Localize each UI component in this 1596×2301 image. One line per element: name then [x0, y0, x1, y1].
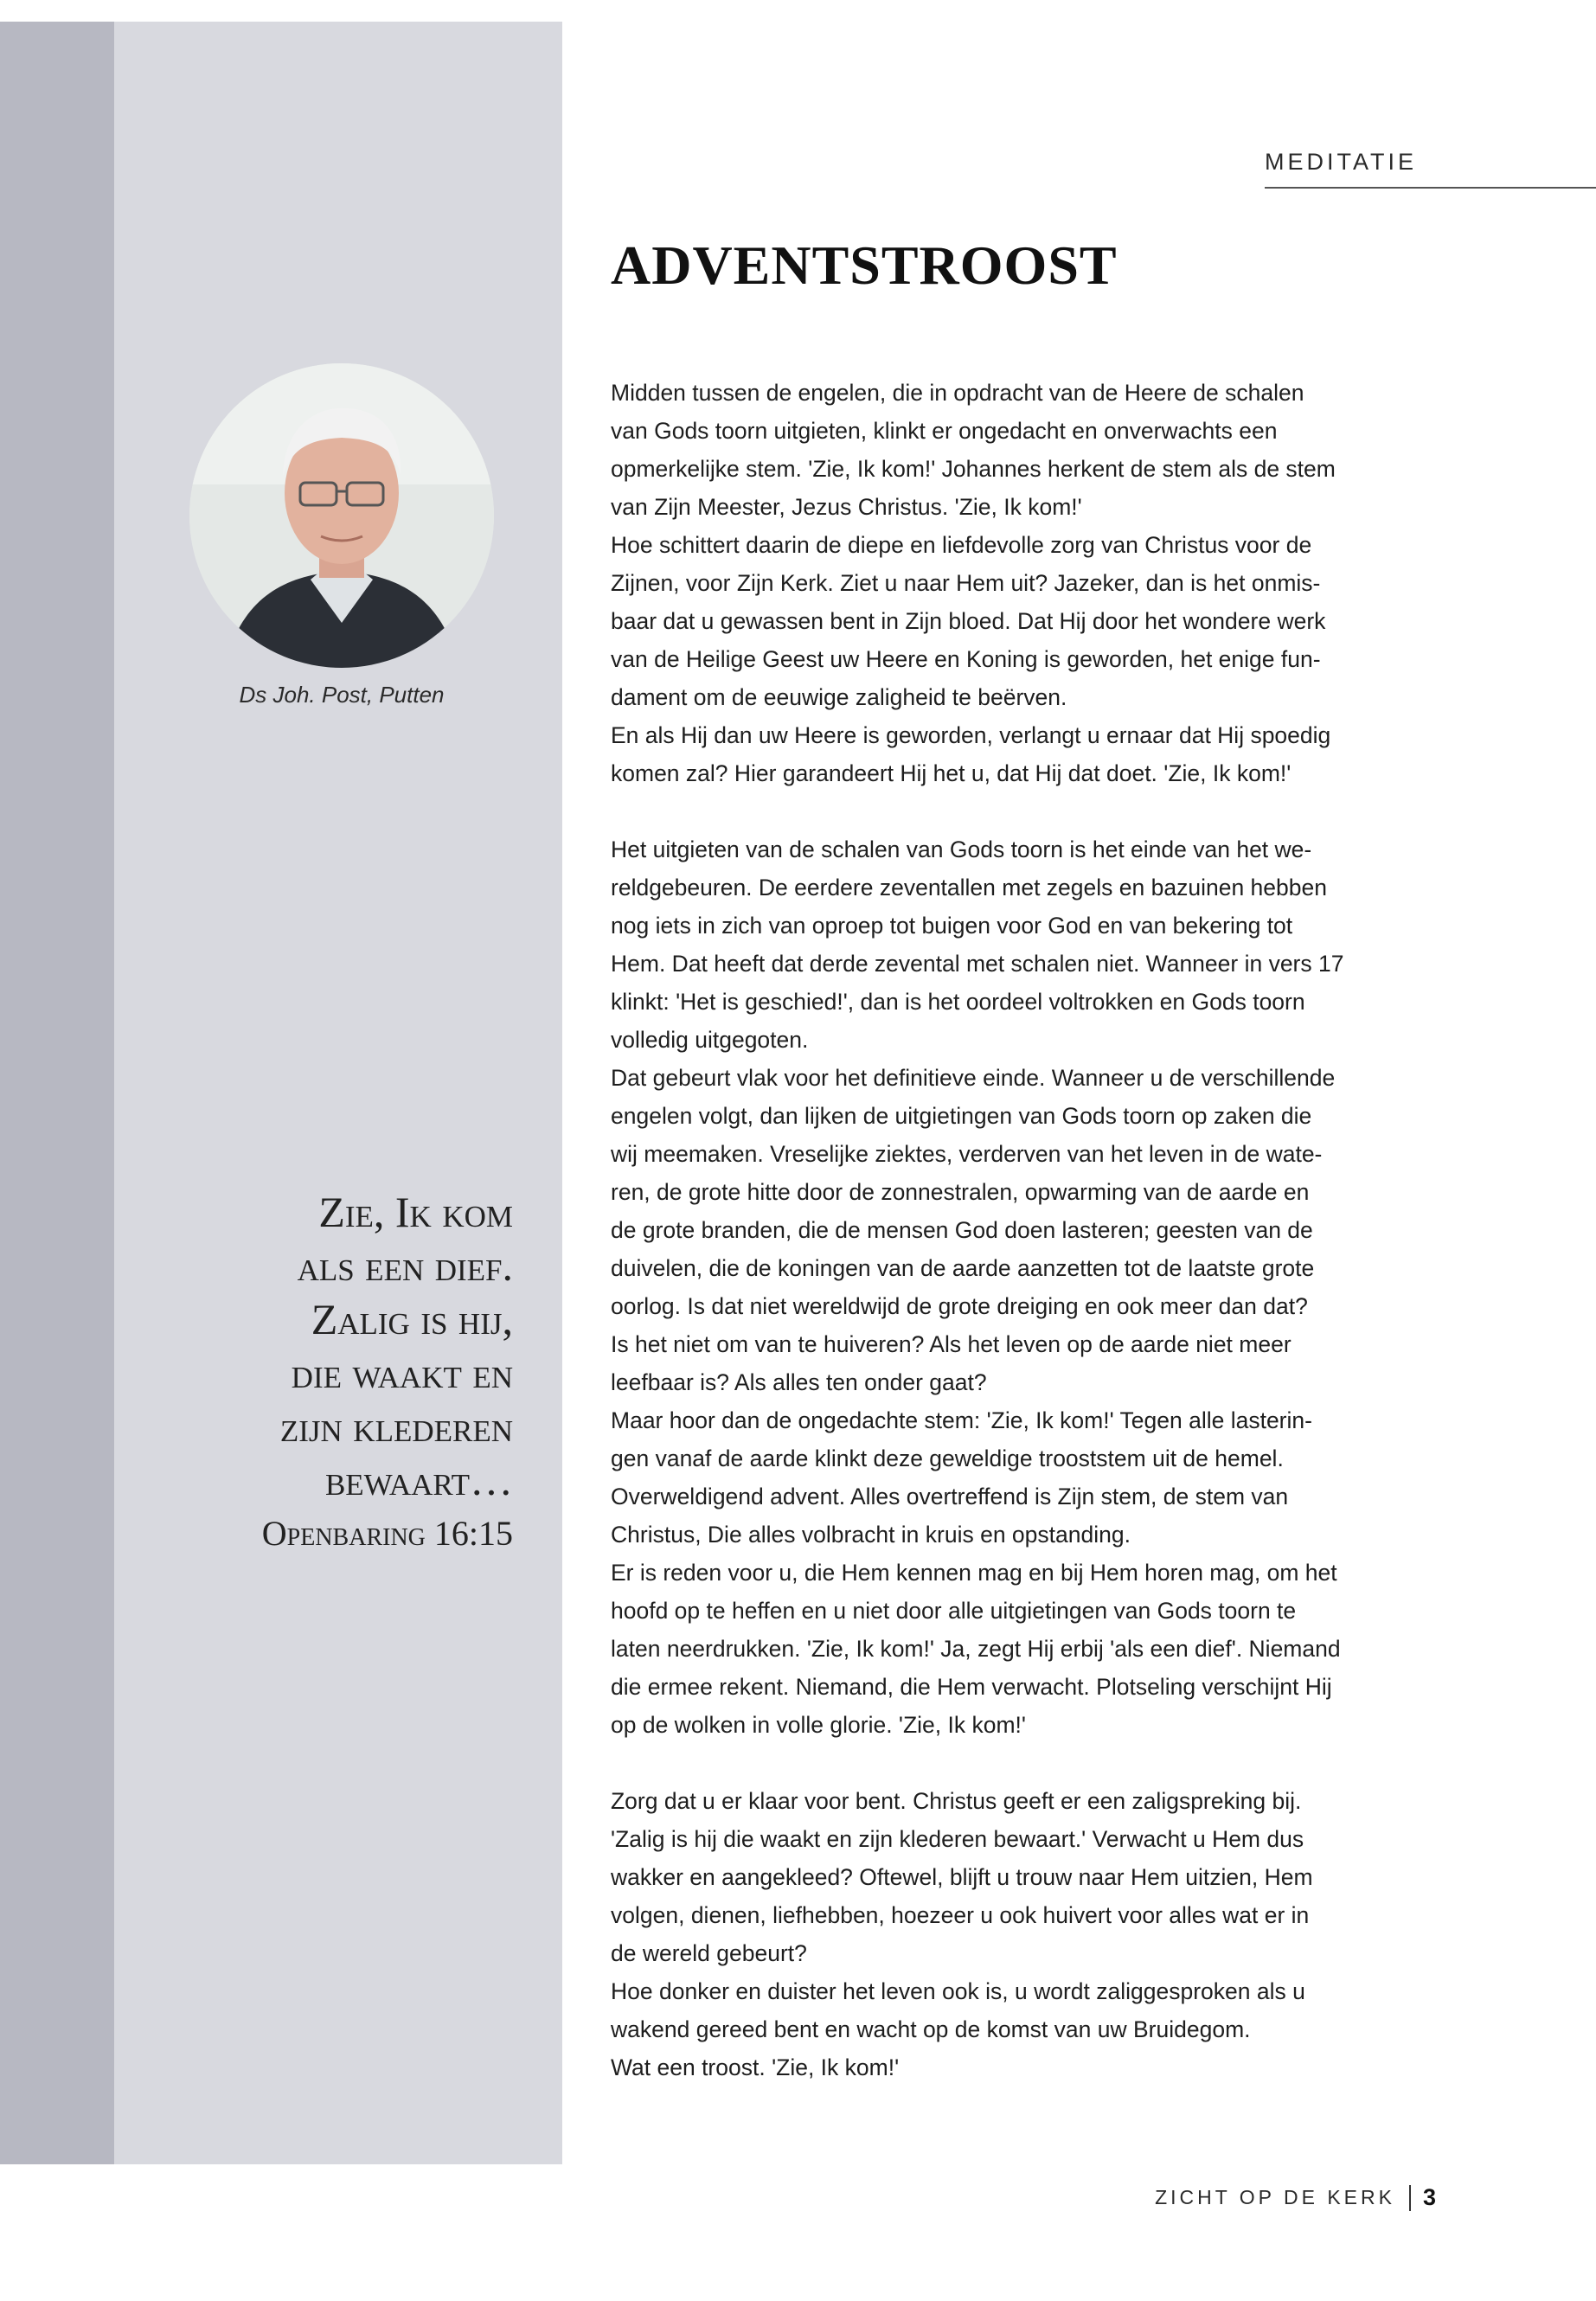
left-margin-stripe-dark	[0, 22, 114, 2164]
body-paragraph: Midden tussen de engelen, die in opdracht van de Heere de schalen van Gods toorn uitgieten, klinkt er ongedacht en onverwachts een opmerkelijke stem. 'Zie, Ik kom!' Johannes herkent de stem als de stem van Zijn Meester, Jezus Christus. 'Zie, Ik kom!' Hoe schittert daarin de diepe en liefdevolle zorg van Christus voor de Zijnen, voor Zijn Kerk. Ziet u naar Hem uit? Jazeker, dan is het onmis- baar dat u gewassen bent in Zijn bloed. Dat Hij door het wondere werk van de Heilige Geest uw Heere en Koning is geworden, het enige fun- dament om de eeuwige zaligheid te beërven. En als Hij dan uw Heere is geworden, verlangt u ernaar dat Hij spoedig komen zal? Hier garandeert Hij het u, dat Hij dat doet. 'Zie, Ik kom!'	[611, 380, 1336, 786]
pull-quote-line: die waakt en	[291, 1349, 513, 1397]
page-number: 3	[1422, 2184, 1436, 2210]
section-rule	[1265, 187, 1596, 189]
article-title: ADVENTSTROOST	[611, 234, 1118, 296]
article-body	[611, 374, 1407, 2125]
pull-quote-reference: Openbaring 16:15	[261, 1514, 513, 1553]
left-margin-stripe-light	[114, 22, 562, 2164]
body-paragraph: Het uitgieten van de schalen van Gods toorn is het einde van het we- reldgebeuren. De eerdere zeventallen met zegels en bazuinen hebben nog iets in zich van oproep tot buigen voor God en van bekering tot Hem. Dat heeft dat derde zevental met schalen niet. Wanneer in vers 17 klinkt: 'Het is geschied!', dan is het oordeel voltrokken en Gods toorn volledig uitgegoten. Dat gebeurt vlak voor het definitieve einde. Wanneer u de verschillende engelen volgt, dan lijken de uitgietingen van Gods toorn op zaken die wij meemaken. Vreselijke ziektes, verderven van het leven in de wate- ren, de grote hitte door de zonnestralen, opwarming van de aarde en de grote branden, die de mensen God doen lasteren; geesten van de duivelen, die de koningen van de aarde aanzetten tot de laatste grote oorlog. Is dat niet wereldwijd de grote dreiging en ook meer dan dat? Is het niet om van te huiveren? Als het leven op de aarde niet meer leefbaar is? Als alles ten onder gaat? Maar hoor dan de ongedachte stem: 'Zie, Ik kom!' Tegen alle lasterin- gen vanaf de aarde klinkt deze geweldige trooststem uit de hemel. Overweldigend advent. Alles overtreffend is Zijn stem, de stem van Christus, Die alles volbracht in kruis en opstanding. Er is reden voor u, die Hem kennen mag en bij Hem horen mag, om het hoofd op te heffen en u niet door alle uitgietingen van Gods toorn te laten neerdrukken. 'Zie, Ik kom!' Ja, zegt Hij erbij 'als een dief'. Niemand die ermee rekent. Niemand, die Hem verwacht. Plotseling verschijnt Hij op de wolken in volle glorie. 'Zie, Ik kom!'	[611, 836, 1344, 1738]
pull-quote-line: Zie, Ik kom	[318, 1188, 513, 1236]
author-caption: Ds Joh. Post, Putten	[239, 682, 445, 708]
author-portrait	[189, 363, 494, 668]
page-footer	[1155, 2184, 1436, 2211]
section-label: MEDITATIE	[1265, 149, 1417, 175]
pull-quote-line: bewaart…	[324, 1456, 513, 1504]
publication-name: ZICHT OP DE KERK	[1155, 2186, 1395, 2208]
footer-divider	[1409, 2185, 1411, 2211]
body-paragraph: Zorg dat u er klaar voor bent. Christus geeft er een zaligspreking bij. 'Zalig is hij die waakt en zijn klederen bewaart.' Verwacht u Hem dus wakker en aangekleed? Oftewel, blijft u trouw naar Hem uitzien, Hem volgen, dienen, liefhebben, hoezeer u ook huivert voor alles wat er in de wereld gebeurt? Hoe donker en duister het leven ook is, u wordt zaliggesproken als u wakend gereed bent en wacht op de komst van uw Bruidegom. Wat een troost. 'Zie, Ik kom!'	[611, 1788, 1313, 2080]
pull-quote	[147, 1185, 513, 1561]
pull-quote-line: als een dief.	[297, 1241, 513, 1290]
pull-quote-line: Zalig is hij,	[311, 1295, 513, 1343]
pull-quote-line: zijn klederen	[279, 1402, 513, 1451]
